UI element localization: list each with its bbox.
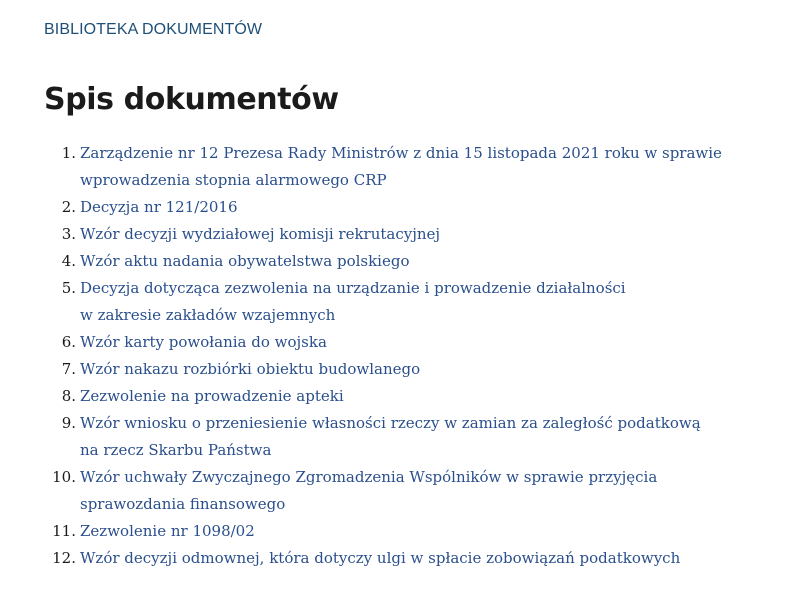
document-link-line: Wzór aktu nadania obywatelstwa polskiego [80, 252, 410, 270]
document-list [44, 140, 774, 572]
document-number: 7. [61, 360, 76, 378]
document-link[interactable] [80, 549, 680, 567]
document-link-line: Zarządzenie nr 12 Prezesa Rady Ministrów z dnia 15 listopada 2021 roku w sprawie [80, 144, 722, 162]
document-number: 2. [61, 198, 76, 216]
document-number: 11. [52, 522, 76, 540]
document-link-line: na rzecz Skarbu Państwa [80, 441, 272, 459]
document-link-line: Wzór karty powołania do wojska [80, 333, 327, 351]
document-link[interactable] [80, 387, 344, 405]
document-list-item [44, 410, 774, 464]
document-number: 8. [61, 387, 76, 405]
document-number: 5. [61, 279, 76, 297]
document-link[interactable] [80, 333, 327, 351]
document-link[interactable] [80, 144, 722, 189]
document-number: 12. [52, 549, 76, 567]
document-list-item [44, 518, 774, 545]
document-link[interactable] [80, 225, 440, 243]
document-link-line: Wzór wniosku o przeniesienie własności rzeczy w zamian za zaległość podatkową [80, 414, 701, 432]
document-link-line: sprawozdania finansowego [80, 495, 286, 513]
document-link-line: Wzór nakazu rozbiórki obiektu budowlanego [80, 360, 421, 378]
document-link[interactable] [80, 360, 420, 378]
document-link[interactable] [80, 414, 701, 459]
document-link-line: Wzór decyzji odmownej, która dotyczy ulgi w spłacie zobowiązań podatkowych [80, 549, 681, 567]
document-list-item [44, 194, 774, 221]
document-list-item [44, 140, 774, 194]
document-link[interactable] [80, 522, 255, 540]
document-link-line: Zezwolenie na prowadzenie apteki [80, 387, 344, 405]
document-list-item [44, 383, 774, 410]
document-number: 6. [61, 333, 76, 351]
document-number: 3. [61, 225, 76, 243]
document-list-item [44, 248, 774, 275]
document-link[interactable] [80, 279, 626, 324]
document-link-line: w zakresie zakładów wzajemnych [80, 306, 336, 324]
document-list-item [44, 275, 774, 329]
document-list-item [44, 221, 774, 248]
document-link-line: wprowadzenia stopnia alarmowego CRP [80, 171, 387, 189]
document-list-item [44, 329, 774, 356]
page-title: Spis dokumentów [44, 82, 339, 117]
document-link-line: Wzór uchwały Zwyczajnego Zgromadzenia Wspólników w sprawie przyjęcia [80, 468, 658, 486]
document-link[interactable] [80, 252, 410, 270]
document-link-line: Wzór decyzji wydziałowej komisji rekrutacyjnej [80, 225, 441, 243]
document-number: 9. [61, 414, 76, 432]
document-number: 1. [61, 144, 76, 162]
library-label[interactable]: BIBLIOTEKA DOKUMENTÓW [44, 21, 263, 38]
document-link-line: Decyzja dotycząca zezwolenia na urządzanie i prowadzenie działalności [80, 279, 626, 297]
document-list-item [44, 356, 774, 383]
document-list-item [44, 545, 774, 572]
document-link-line: Decyzja nr 121/2016 [80, 198, 238, 216]
document-link-line: Zezwolenie nr 1098/02 [80, 522, 255, 540]
document-link[interactable] [80, 198, 238, 216]
document-number: 4. [61, 252, 76, 270]
document-number: 10. [52, 468, 76, 486]
document-link[interactable] [80, 468, 657, 513]
document-list-item [44, 464, 774, 518]
